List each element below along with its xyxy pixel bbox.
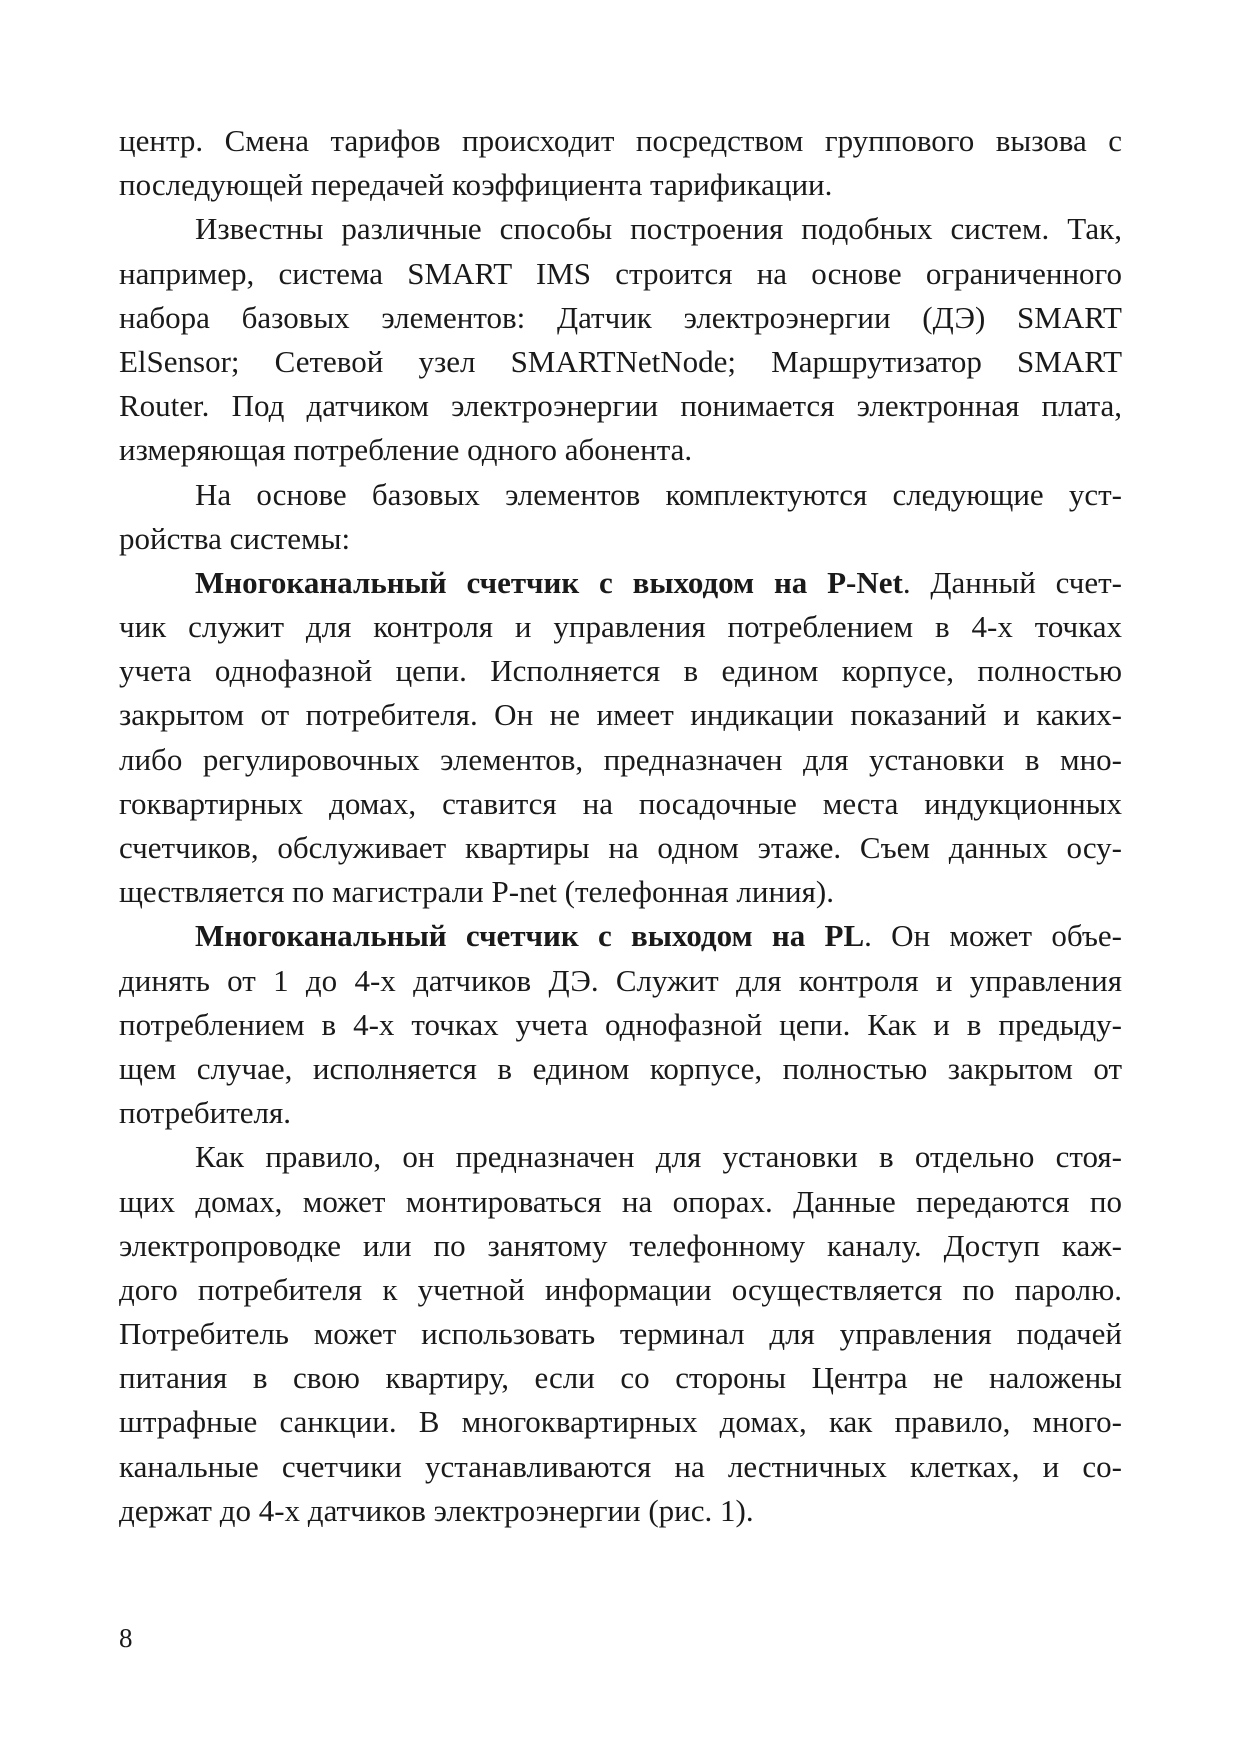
text-run: либо регулировочных элементов, предназначен для установки в мно- [119, 741, 1122, 777]
text-line [119, 1268, 1122, 1312]
text-run: Известны различные способы построения подобных систем. Так, [195, 211, 1122, 247]
text-line [119, 914, 1122, 958]
paragraph [119, 914, 1122, 1135]
text-line [119, 1356, 1122, 1400]
text-run: центр. Смена тарифов происходит посредством группового вызова с [119, 123, 1122, 158]
text-line [119, 163, 1122, 207]
text-line [119, 207, 1122, 251]
text-run: ществляется по магистрали P-net (телефонная линия). [119, 874, 834, 910]
text-line [119, 1135, 1122, 1179]
text-line [119, 384, 1122, 428]
text-line [119, 252, 1122, 296]
text-run: держат до 4-х датчиков электроэнергии (рис. 1). [119, 1492, 754, 1528]
text-line [119, 296, 1122, 340]
text-line [119, 1091, 1122, 1135]
bold-term: Многоканальный счетчик с выходом на PL [195, 918, 865, 954]
paragraph [119, 207, 1122, 472]
text-line [119, 1489, 1122, 1533]
text-line [119, 782, 1122, 826]
text-line [119, 959, 1122, 1003]
text-run: ройства системы: [119, 520, 351, 556]
text-run: Router. Под датчиком электроэнергии понимается электронная плата, [119, 388, 1122, 424]
text-line [119, 1180, 1122, 1224]
text-line [119, 870, 1122, 914]
bold-term: Многоканальный счетчик с выходом на P-Net [195, 564, 903, 600]
text-run: питания в свою квартиру, если со стороны Центра не наложены [119, 1360, 1122, 1396]
text-line [119, 826, 1122, 870]
paragraph [119, 119, 1122, 207]
text-line [119, 605, 1122, 649]
text-run: потреблением в 4-х точках учета однофазной цепи. Как и в предыду- [119, 1006, 1122, 1042]
text-run: Потребитель может использовать терминал для управления подачей [119, 1316, 1122, 1352]
text-line [119, 561, 1122, 605]
text-line [119, 428, 1122, 472]
text-run: . Он может объе- [864, 918, 1122, 954]
text-run: последующей передачей коэффициента тарификации. [119, 167, 833, 203]
text-run: счетчиков, обслуживает квартиры на одном этаже. Съем данных осу- [119, 830, 1122, 865]
text-run: Как правило, он предназначен для установки в отдельно стоя- [195, 1139, 1122, 1175]
paragraph [119, 1135, 1122, 1533]
text-line [119, 1445, 1122, 1489]
text-run: канальные счетчики устанавливаются на лестничных клетках, и со- [119, 1448, 1122, 1484]
text-run: чик служит для контроля и управления потреблением в 4-х точках [119, 609, 1122, 645]
paragraph [119, 561, 1122, 915]
text-run: На основе базовых элементов комплектуются следующие уст- [195, 476, 1122, 512]
text-run: электропроводке или по занятому телефонному каналу. Доступ каж- [119, 1227, 1122, 1263]
text-line [119, 1400, 1122, 1444]
text-run: . Данный счет- [902, 564, 1122, 600]
text-run: например, система SMART IMS строится на основе ограниченного [119, 255, 1122, 291]
text-run: дого потребителя к учетной информации осуществляется по паролю. [119, 1271, 1122, 1307]
text-run: щих домах, может монтироваться на опорах. Данные передаются по [119, 1183, 1122, 1219]
text-line [119, 340, 1122, 384]
text-run: учета однофазной цепи. Исполняется в едином корпусе, полностью [119, 653, 1122, 689]
text-run: закрытом от потребителя. Он не имеет индикации показаний и каких- [119, 697, 1122, 733]
text-line [119, 649, 1122, 693]
text-line [119, 738, 1122, 782]
text-line [119, 119, 1122, 163]
text-run: ElSensor; Сетевой узел SMARTNetNode; Маршрутизатор SMART [119, 343, 1122, 379]
text-run: набора базовых элементов: Датчик электроэнергии (ДЭ) SMART [119, 299, 1122, 335]
text-run: гоквартирных домах, ставится на посадочные места индукционных [119, 785, 1122, 821]
text-run: потребителя. [119, 1095, 292, 1131]
page-body [119, 119, 1122, 1533]
text-line [119, 1003, 1122, 1047]
text-run: динять от 1 до 4-х датчиков ДЭ. Служит для контроля и управления [119, 962, 1122, 998]
paragraph [119, 473, 1122, 561]
text-line [119, 473, 1122, 517]
text-line [119, 1224, 1122, 1268]
text-line [119, 517, 1122, 561]
page-number: 8 [119, 1623, 133, 1653]
text-run: щем случае, исполняется в едином корпусе, полностью закрытом от [119, 1050, 1122, 1086]
text-line [119, 1312, 1122, 1356]
text-run: штрафные санкции. В многоквартирных домах, как правило, много- [119, 1404, 1122, 1440]
text-line [119, 1047, 1122, 1091]
text-run: измеряющая потребление одного абонента. [119, 432, 693, 468]
text-line [119, 693, 1122, 737]
